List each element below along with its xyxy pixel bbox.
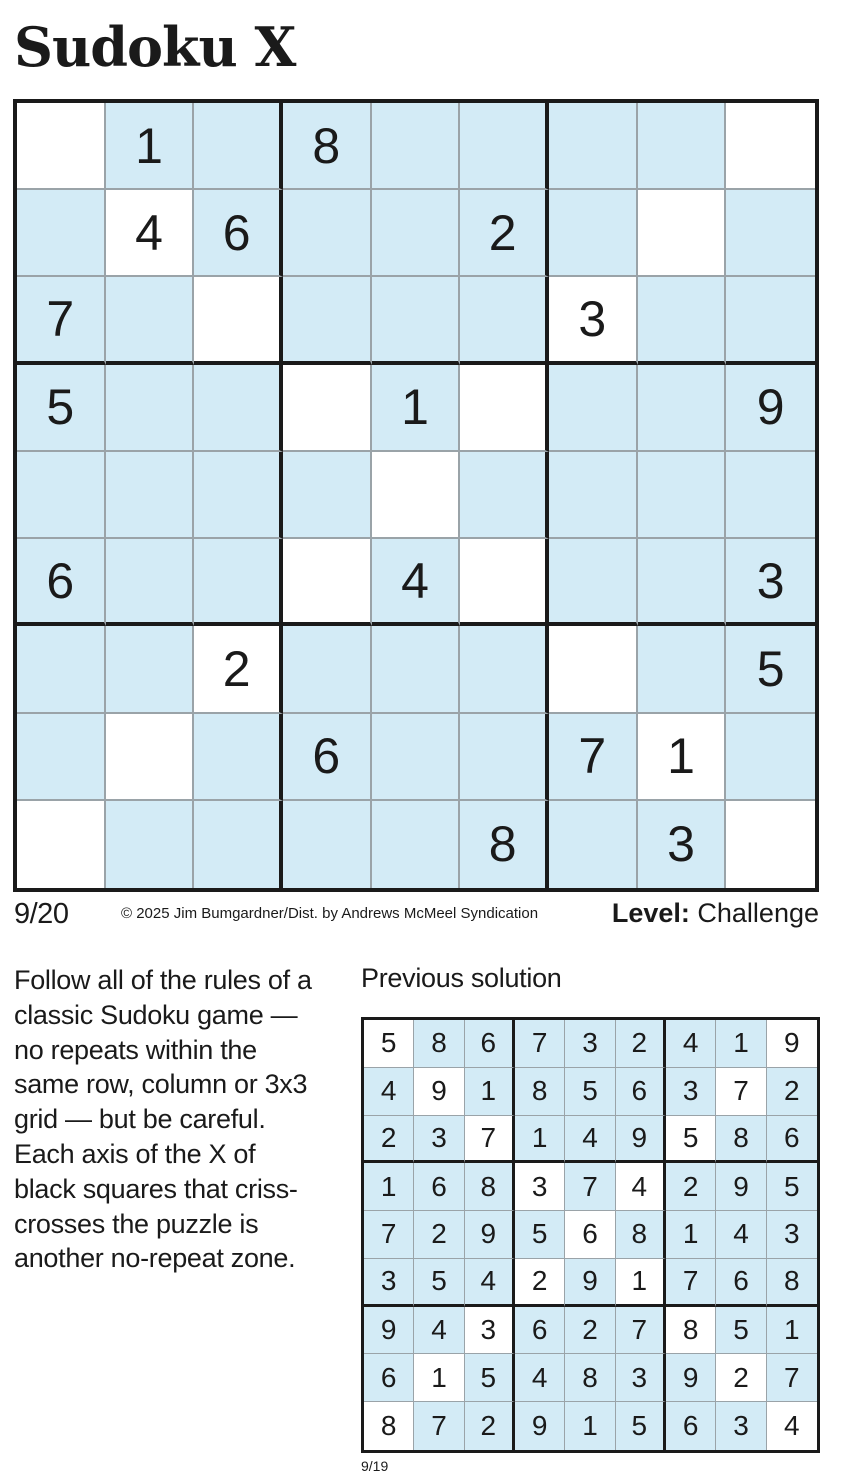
sudoku-cell[interactable] (194, 103, 283, 190)
instructions-text: Follow all of the rules of a classic Sudoku game — no repeats within the same row, column or 3x3 grid — but be careful. Each axis of the X of black squares that criss-crosses the puzzle is another no-repeat zone. (14, 965, 312, 1274)
sudoku-cell[interactable] (283, 452, 372, 539)
sudoku-cell[interactable] (17, 103, 106, 190)
sudoku-cell[interactable]: 4 (106, 190, 195, 277)
sudoku-cell[interactable]: 7 (17, 277, 106, 364)
sudoku-cell[interactable]: 5 (726, 626, 815, 713)
solution-cell: 5 (465, 1354, 515, 1402)
solution-cell: 9 (515, 1402, 565, 1450)
sudoku-cell[interactable] (106, 801, 195, 888)
sudoku-cell[interactable]: 2 (194, 626, 283, 713)
sudoku-cell[interactable] (638, 539, 727, 626)
solution-cell: 7 (767, 1354, 817, 1402)
page-title: Sudoku X (14, 15, 296, 79)
sudoku-cell[interactable]: 6 (194, 190, 283, 277)
sudoku-cell[interactable] (460, 277, 549, 364)
solution-cell: 4 (465, 1259, 515, 1307)
sudoku-cell[interactable] (372, 103, 461, 190)
sudoku-cell[interactable] (726, 452, 815, 539)
solution-cell: 5 (565, 1068, 615, 1116)
solution-cell: 5 (666, 1116, 716, 1164)
difficulty-level (612, 898, 819, 929)
sudoku-cell[interactable]: 4 (372, 539, 461, 626)
solution-cell: 8 (767, 1259, 817, 1307)
sudoku-cell[interactable] (638, 190, 727, 277)
sudoku-cell[interactable] (283, 277, 372, 364)
solution-cell: 2 (414, 1211, 464, 1259)
solution-cell: 3 (565, 1020, 615, 1068)
sudoku-cell[interactable]: 9 (726, 365, 815, 452)
solution-cell: 1 (364, 1163, 414, 1211)
solution-cell: 4 (364, 1068, 414, 1116)
solution-cell: 1 (767, 1307, 817, 1355)
solution-cell: 3 (364, 1259, 414, 1307)
solution-cell: 4 (565, 1116, 615, 1164)
sudoku-cell[interactable] (17, 190, 106, 277)
sudoku-cell[interactable] (283, 539, 372, 626)
sudoku-cell[interactable] (549, 801, 638, 888)
solution-cell: 4 (716, 1211, 766, 1259)
sudoku-cell[interactable]: 5 (17, 365, 106, 452)
solution-cell: 1 (465, 1068, 515, 1116)
sudoku-cell[interactable] (372, 190, 461, 277)
solution-cell: 1 (565, 1402, 615, 1450)
solution-cell: 7 (616, 1307, 666, 1355)
solution-cell: 8 (565, 1354, 615, 1402)
sudoku-cell[interactable] (194, 714, 283, 801)
solution-cell: 5 (364, 1020, 414, 1068)
sudoku-cell[interactable]: 8 (460, 801, 549, 888)
sudoku-cell[interactable] (460, 714, 549, 801)
sudoku-cell[interactable] (460, 103, 549, 190)
sudoku-cell[interactable]: 1 (372, 365, 461, 452)
solution-cell: 7 (565, 1163, 615, 1211)
sudoku-cell[interactable] (17, 452, 106, 539)
previous-solution-date: 9/19 (361, 1458, 389, 1474)
level-value: Challenge (697, 898, 819, 928)
solution-cell: 5 (767, 1163, 817, 1211)
solution-cell: 8 (515, 1068, 565, 1116)
sudoku-cell[interactable] (17, 801, 106, 888)
sudoku-cell[interactable] (549, 452, 638, 539)
sudoku-grid (13, 99, 819, 892)
solution-cell: 3 (616, 1354, 666, 1402)
sudoku-cell[interactable] (194, 452, 283, 539)
solution-cell: 2 (767, 1068, 817, 1116)
sudoku-cell[interactable] (106, 277, 195, 364)
sudoku-cell[interactable]: 6 (283, 714, 372, 801)
sudoku-cell[interactable] (283, 365, 372, 452)
sudoku-cell[interactable] (106, 714, 195, 801)
solution-cell: 4 (666, 1020, 716, 1068)
solution-cell: 3 (716, 1402, 766, 1450)
sudoku-cell[interactable] (726, 801, 815, 888)
sudoku-cell[interactable]: 7 (549, 714, 638, 801)
sudoku-cell[interactable] (549, 539, 638, 626)
previous-solution-title: Previous solution (361, 963, 562, 993)
sudoku-cell[interactable] (726, 103, 815, 190)
copyright-notice: © 2025 Jim Bumgardner/Dist. by Andrews McMeel Syndication (121, 905, 539, 922)
solution-cell: 9 (565, 1259, 615, 1307)
sudoku-cell[interactable] (17, 714, 106, 801)
sudoku-cell[interactable] (460, 452, 549, 539)
sudoku-cell[interactable]: 8 (283, 103, 372, 190)
solution-cell: 6 (616, 1068, 666, 1116)
sudoku-cell[interactable] (372, 452, 461, 539)
solution-cell: 7 (465, 1116, 515, 1164)
solution-cell: 2 (616, 1020, 666, 1068)
solution-cell: 6 (565, 1211, 615, 1259)
solution-cell: 1 (716, 1020, 766, 1068)
solution-cell: 4 (414, 1307, 464, 1355)
solution-cell: 6 (465, 1020, 515, 1068)
sudoku-cell[interactable] (17, 626, 106, 713)
solution-cell: 6 (364, 1354, 414, 1402)
sudoku-cell[interactable] (106, 626, 195, 713)
sudoku-cell[interactable] (106, 539, 195, 626)
solution-cell: 1 (414, 1354, 464, 1402)
solution-cell: 3 (666, 1068, 716, 1116)
solution-cell: 5 (716, 1307, 766, 1355)
puzzle-date: 9/20 (14, 898, 69, 930)
sudoku-cell[interactable] (638, 365, 727, 452)
solution-cell: 9 (414, 1068, 464, 1116)
solution-cell: 4 (767, 1402, 817, 1450)
solution-cell: 3 (767, 1211, 817, 1259)
sudoku-cell[interactable] (194, 365, 283, 452)
solution-cell: 8 (716, 1116, 766, 1164)
sudoku-cell[interactable] (638, 277, 727, 364)
solution-cell: 8 (666, 1307, 716, 1355)
sudoku-cell[interactable] (638, 626, 727, 713)
solution-cell: 9 (716, 1163, 766, 1211)
solution-cell: 6 (515, 1307, 565, 1355)
sudoku-cell[interactable] (726, 714, 815, 801)
solution-cell: 4 (616, 1163, 666, 1211)
solution-cell: 5 (515, 1211, 565, 1259)
sudoku-cell[interactable] (726, 277, 815, 364)
solution-cell: 2 (364, 1116, 414, 1164)
solution-cell: 1 (616, 1259, 666, 1307)
sudoku-cell[interactable] (638, 452, 727, 539)
solution-cell: 7 (414, 1402, 464, 1450)
sudoku-cell[interactable] (283, 801, 372, 888)
solution-cell: 9 (767, 1020, 817, 1068)
sudoku-cell[interactable] (194, 539, 283, 626)
solution-cell: 8 (414, 1020, 464, 1068)
sudoku-cell[interactable] (460, 539, 549, 626)
sudoku-cell[interactable] (372, 714, 461, 801)
solution-cell: 2 (716, 1354, 766, 1402)
sudoku-cell[interactable] (283, 626, 372, 713)
sudoku-cell[interactable] (638, 103, 727, 190)
solution-cell: 1 (666, 1211, 716, 1259)
solution-cell: 9 (666, 1354, 716, 1402)
solution-cell: 8 (465, 1163, 515, 1211)
solution-cell: 6 (716, 1259, 766, 1307)
solution-cell: 2 (565, 1307, 615, 1355)
sudoku-cell[interactable] (549, 103, 638, 190)
solution-cell: 3 (515, 1163, 565, 1211)
solution-cell: 5 (414, 1259, 464, 1307)
level-label: Level: (611, 898, 690, 928)
sudoku-cell[interactable] (460, 626, 549, 713)
sudoku-cell[interactable] (106, 452, 195, 539)
sudoku-cell[interactable] (726, 190, 815, 277)
solution-cell: 8 (616, 1211, 666, 1259)
sudoku-cell[interactable] (549, 190, 638, 277)
solution-cell: 3 (465, 1307, 515, 1355)
solution-cell: 7 (364, 1211, 414, 1259)
sudoku-cell[interactable]: 3 (638, 801, 727, 888)
solution-cell: 7 (666, 1259, 716, 1307)
solution-cell: 6 (767, 1116, 817, 1164)
previous-solution-grid (361, 1017, 820, 1453)
sudoku-cell[interactable] (372, 277, 461, 364)
solution-cell: 2 (465, 1402, 515, 1450)
solution-cell: 9 (465, 1211, 515, 1259)
sudoku-cell[interactable]: 3 (549, 277, 638, 364)
sudoku-cell[interactable] (549, 626, 638, 713)
sudoku-cell[interactable]: 1 (106, 103, 195, 190)
sudoku-cell[interactable]: 3 (726, 539, 815, 626)
sudoku-cell[interactable] (106, 365, 195, 452)
solution-cell: 2 (666, 1163, 716, 1211)
solution-cell: 8 (364, 1402, 414, 1450)
solution-cell: 2 (515, 1259, 565, 1307)
solution-cell: 9 (616, 1116, 666, 1164)
solution-cell: 7 (716, 1068, 766, 1116)
sudoku-cell[interactable]: 1 (638, 714, 727, 801)
sudoku-cell[interactable] (549, 365, 638, 452)
sudoku-cell[interactable]: 6 (17, 539, 106, 626)
sudoku-cell[interactable] (372, 626, 461, 713)
solution-cell: 7 (515, 1020, 565, 1068)
solution-cell: 4 (515, 1354, 565, 1402)
solution-cell: 5 (616, 1402, 666, 1450)
solution-cell: 6 (414, 1163, 464, 1211)
sudoku-cell[interactable] (460, 365, 549, 452)
solution-cell: 1 (515, 1116, 565, 1164)
sudoku-cell[interactable] (194, 277, 283, 364)
sudoku-cell[interactable] (283, 190, 372, 277)
solution-cell: 6 (666, 1402, 716, 1450)
sudoku-cell[interactable]: 2 (460, 190, 549, 277)
sudoku-cell[interactable] (372, 801, 461, 888)
solution-cell: 9 (364, 1307, 414, 1355)
solution-cell: 3 (414, 1116, 464, 1164)
sudoku-cell[interactable] (194, 801, 283, 888)
